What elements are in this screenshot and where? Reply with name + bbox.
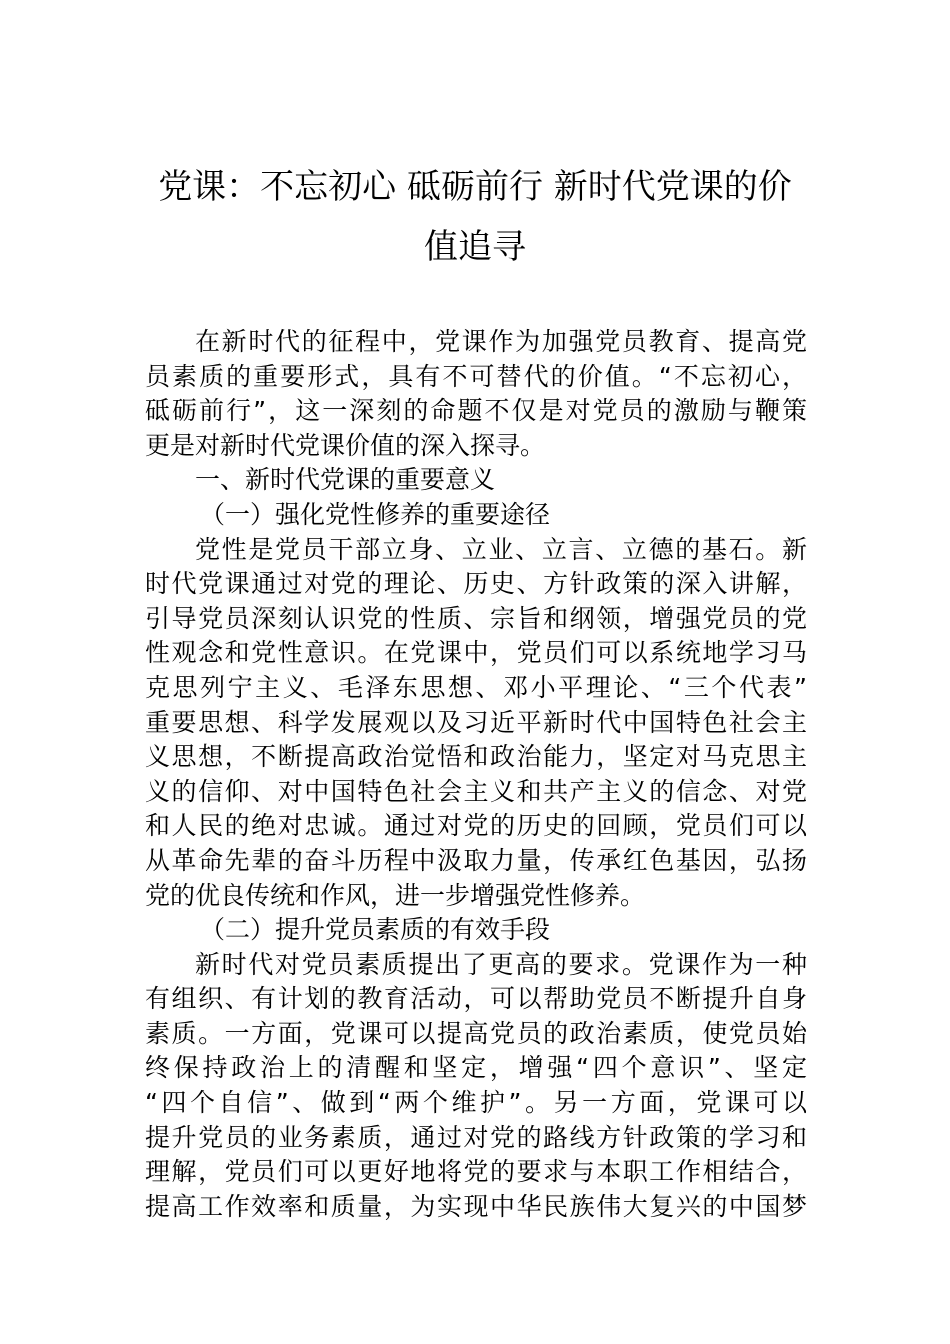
text-line: 有组织、有计划的教育活动，可以帮助党员不断提升自身 [145, 984, 807, 1014]
text-line: 砥砺前行”，这一深刻的命题不仅是对党员的激励与鞭策 [145, 396, 807, 426]
document-title [140, 157, 810, 277]
text-line: 和人民的绝对忠诚。通过对党的历史的回顾，党员们可以 [145, 811, 807, 841]
document-body [145, 325, 807, 1224]
text-line: 从革命先辈的奋斗历程中汲取力量，传承红色基因，弘扬 [145, 845, 807, 875]
title-line: 党课：不忘初心 砥砺前行 新时代党课的价 [158, 167, 792, 207]
subsection-2-paragraph [145, 948, 807, 1225]
text-line: 党性是党员干部立身、立业、立言、立德的基石。新 [195, 534, 807, 564]
subsection-heading: （二）提升党员素质的有效手段 [200, 915, 551, 945]
text-line: 义思想，不断提高政治觉悟和政治能力，坚定对马克思主 [145, 742, 807, 772]
text-line: 重要思想、科学发展观以及习近平新时代中国特色社会主 [145, 707, 807, 737]
text-line: 时代党课通过对党的理论、历史、方针政策的深入讲解， [145, 569, 807, 599]
text-line: 员素质的重要形式，具有不可替代的价值。“不忘初心， [145, 361, 807, 391]
section-heading: 一、新时代党课的重要意义 [195, 465, 496, 495]
subsection-heading: （一）强化党性修养的重要途径 [200, 499, 551, 529]
text-line: 终保持政治上的清醒和坚定，增强“四个意识”、坚定 [145, 1053, 807, 1083]
text-line: 新时代对党员素质提出了更高的要求。党课作为一种 [195, 949, 807, 979]
text-line: 在新时代的征程中，党课作为加强党员教育、提高党 [195, 327, 807, 356]
subsection-1-paragraph [145, 533, 807, 914]
text-line: 党的优良传统和作风，进一步增强党性修养。 [145, 880, 646, 910]
text-line: 更是对新时代党课价值的深入探寻。 [145, 430, 546, 460]
text-line: 提升党员的业务素质，通过对党的路线方针政策的学习和 [145, 1122, 807, 1152]
text-line: 提高工作效率和质量，为实现中华民族伟大复兴的中国梦 [145, 1191, 807, 1221]
text-line: 理解，党员们可以更好地将党的要求与本职工作相结合， [145, 1157, 807, 1187]
text-line: 义的信仰、对中国特色社会主义和共产主义的信念、对党 [145, 776, 807, 806]
title-line: 值追寻 [424, 227, 526, 267]
text-line: 性观念和党性意识。在党课中，党员们可以系统地学习马 [145, 638, 807, 668]
text-line: 引导党员深刻认识党的性质、宗旨和纲领，增强党员的党 [145, 603, 807, 633]
text-line: 素质。一方面，党课可以提高党员的政治素质，使党员始 [145, 1018, 807, 1048]
text-line: 克思列宁主义、毛泽东思想、邓小平理论、“三个代表” [145, 672, 807, 702]
text-line: “四个自信”、做到“两个维护”。另一方面，党课可以 [145, 1088, 807, 1118]
intro-paragraph [145, 325, 807, 463]
